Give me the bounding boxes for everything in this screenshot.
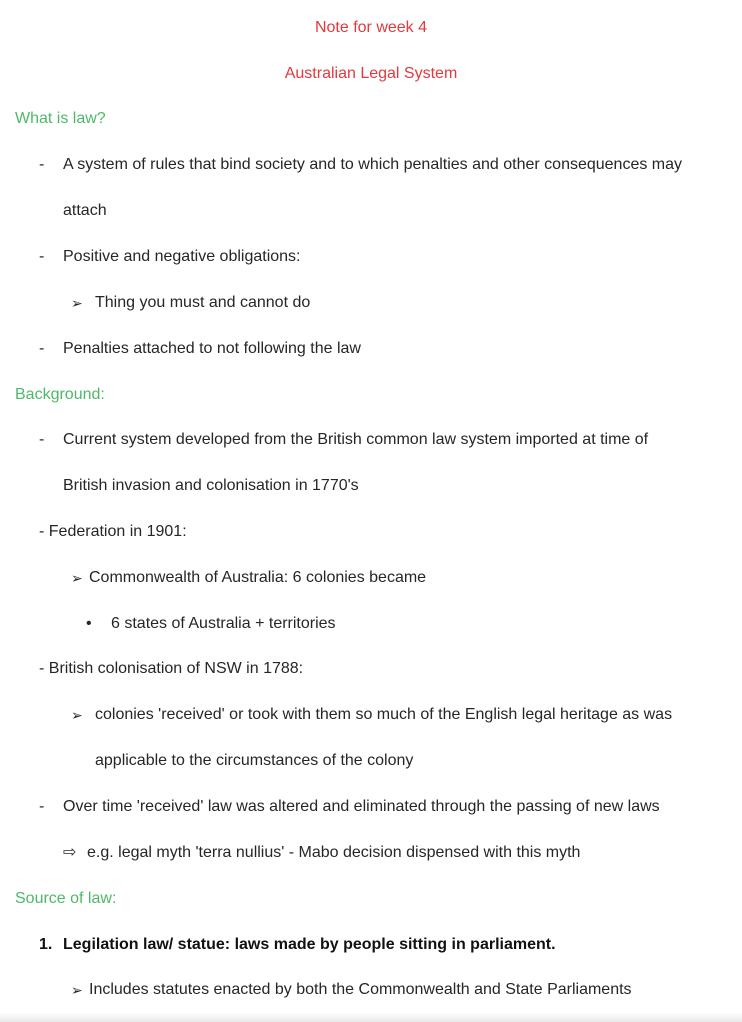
list-item-text: - British colonisation of NSW in 1788: xyxy=(39,660,304,677)
hollow-arrow-icon: ⇨ xyxy=(63,844,77,861)
sub-list-item-continuation: applicable to the circumstances of the colony xyxy=(95,752,414,769)
list-item-text: Penalties attached to not following the law xyxy=(63,340,361,357)
sub-sub-list-item-text: 6 states of Australia + territories xyxy=(111,615,336,632)
section-heading-background: Background: xyxy=(15,386,105,403)
sub-list-item-text: Commonwealth of Australia: 6 colonies became xyxy=(89,569,427,586)
document-subtitle: Australian Legal System xyxy=(284,65,458,82)
arrowhead-icon: ➢ xyxy=(71,570,83,586)
arrowhead-icon: ➢ xyxy=(71,707,83,723)
list-item-text: A system of rules that bind society and to which penalties and other consequences may xyxy=(63,156,683,173)
list-item-text: Over time 'received' law was altered and eliminated through the passing of new laws xyxy=(63,798,660,815)
dash-marker: - xyxy=(39,340,45,357)
sub-list-item-text: Thing you must and cannot do xyxy=(95,294,311,311)
dash-marker: - xyxy=(39,798,45,815)
document-title: Note for week 4 xyxy=(314,19,428,36)
bullet-icon: • xyxy=(86,615,92,632)
list-item-text: - Federation in 1901: xyxy=(39,523,187,540)
list-number: 1. xyxy=(39,936,53,953)
dash-marker: - xyxy=(39,156,45,173)
arrowhead-icon: ➢ xyxy=(71,982,83,998)
list-item-text: Positive and negative obligations: xyxy=(63,248,301,265)
dash-marker: - xyxy=(39,431,45,448)
sub-list-item-text: Includes statutes enacted by both the Commonwealth and State Parliaments xyxy=(89,981,632,998)
list-item-continuation: British invasion and colonisation in 1770's xyxy=(63,477,359,494)
sub-list-item-text: e.g. legal myth 'terra nullius' - Mabo decision dispensed with this myth xyxy=(87,844,581,861)
section-heading-what-is-law: What is law? xyxy=(15,110,106,127)
list-item-text: Current system developed from the British common law system imported at time of xyxy=(63,431,649,448)
dash-marker: - xyxy=(39,248,45,265)
list-item-continuation: attach xyxy=(63,202,107,219)
sub-list-item-text: colonies 'received' or took with them so much of the English legal heritage as was xyxy=(95,706,673,723)
page-bottom-shadow xyxy=(0,1012,742,1022)
arrowhead-icon: ➢ xyxy=(71,295,83,311)
numbered-list-item-text: Legilation law/ statue: laws made by people sitting in parliament. xyxy=(63,936,556,953)
section-heading-source-of-law: Source of law: xyxy=(15,890,117,907)
